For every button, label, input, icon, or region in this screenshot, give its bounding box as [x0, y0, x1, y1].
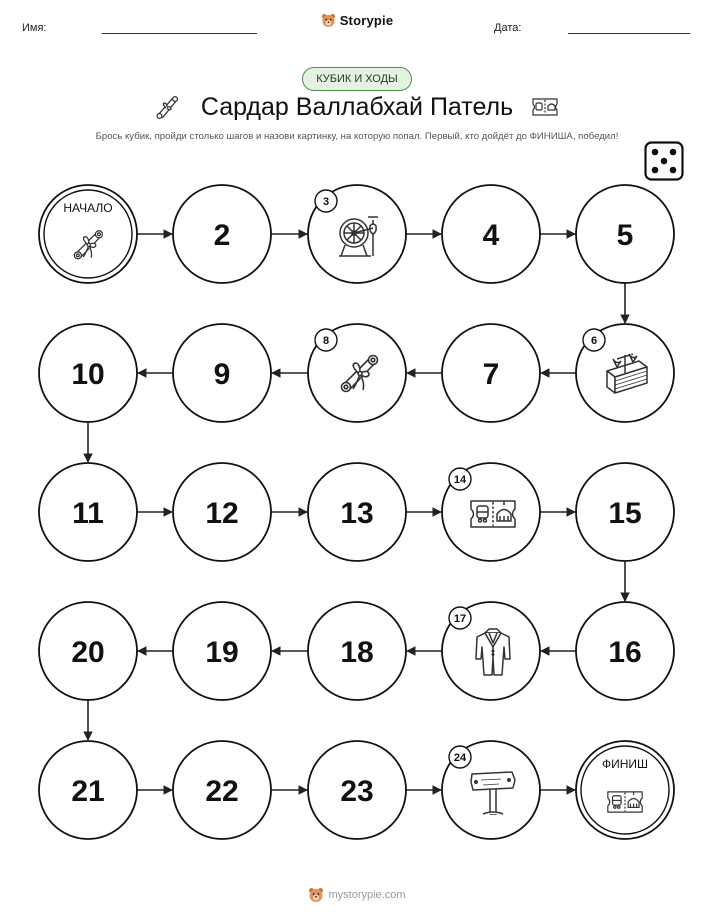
board-space-19[interactable] — [173, 602, 271, 700]
bear-logo-icon — [308, 887, 324, 903]
board-space-8[interactable] — [308, 324, 406, 422]
date-label: Дата: — [494, 22, 522, 34]
board-space-23[interactable] — [308, 741, 406, 839]
space-number: 21 — [71, 775, 105, 808]
space-number: 13 — [340, 497, 374, 530]
board-space-2[interactable] — [173, 185, 271, 283]
space-badge-number: 6 — [590, 335, 598, 347]
board-space-21[interactable] — [39, 741, 137, 839]
board-space-13[interactable] — [308, 463, 406, 561]
space-number: 22 — [205, 775, 239, 808]
game-type-badge: КУБИК И ХОДЫ — [302, 67, 412, 91]
board-space-10[interactable] — [39, 324, 137, 422]
space-number: 23 — [340, 775, 374, 808]
space-number: 20 — [71, 636, 105, 669]
instructions: Брось кубик, пройди столько шагов и назови картинку, на которую попал. Первый, кто дойдёт до ФИНИША, победил! — [95, 131, 619, 142]
board-space-3[interactable] — [308, 185, 406, 283]
space-number: 15 — [608, 497, 642, 530]
board-space-17[interactable] — [442, 602, 540, 700]
space-number: 5 — [616, 219, 634, 252]
space-badge-number: 8 — [322, 335, 330, 347]
board-space-14[interactable] — [442, 463, 540, 561]
board-space-25[interactable] — [576, 741, 674, 839]
name-label: Имя: — [22, 22, 47, 34]
space-badge-number: 3 — [322, 196, 330, 208]
board-space-16[interactable] — [576, 602, 674, 700]
board-space-15[interactable] — [576, 463, 674, 561]
footer-site[interactable]: mystorypie.com — [328, 889, 406, 901]
space-number: 11 — [72, 497, 104, 530]
space-number: 2 — [213, 219, 231, 252]
board-space-5[interactable] — [576, 185, 674, 283]
space-number: 7 — [482, 358, 500, 391]
board-space-11[interactable] — [39, 463, 137, 561]
space-badge-number: 14 — [453, 474, 467, 486]
board-space-22[interactable] — [173, 741, 271, 839]
board-space-20[interactable] — [39, 602, 137, 700]
board-space-1[interactable] — [39, 185, 137, 283]
space-circle[interactable] — [576, 741, 674, 839]
board-space-6[interactable] — [576, 324, 674, 422]
space-number: 19 — [205, 636, 239, 669]
board-space-12[interactable] — [173, 463, 271, 561]
space-number: 10 — [71, 358, 105, 391]
space-number: 9 — [213, 358, 231, 391]
board-space-18[interactable] — [308, 602, 406, 700]
train-ticket-icon — [471, 501, 515, 527]
finish-label: ФИНИШ — [601, 757, 649, 771]
space-number: 18 — [340, 636, 374, 669]
train-ticket-icon — [608, 792, 642, 812]
space-number: 12 — [205, 497, 239, 530]
space-badge-number: 24 — [453, 752, 467, 764]
space-number: 16 — [608, 636, 642, 669]
page-title: Сардар Валлабхай Патель — [200, 93, 514, 121]
brand-name: Storypie — [339, 13, 394, 28]
board-space-24[interactable] — [442, 741, 540, 839]
board-space-9[interactable] — [173, 324, 271, 422]
space-circle[interactable] — [39, 185, 137, 283]
board-space-4[interactable] — [442, 185, 540, 283]
space-number: 4 — [482, 219, 500, 252]
footer — [0, 887, 714, 903]
space-badge-number: 17 — [453, 613, 467, 625]
start-label: НАЧАЛО — [63, 201, 113, 215]
board-space-7[interactable] — [442, 324, 540, 422]
